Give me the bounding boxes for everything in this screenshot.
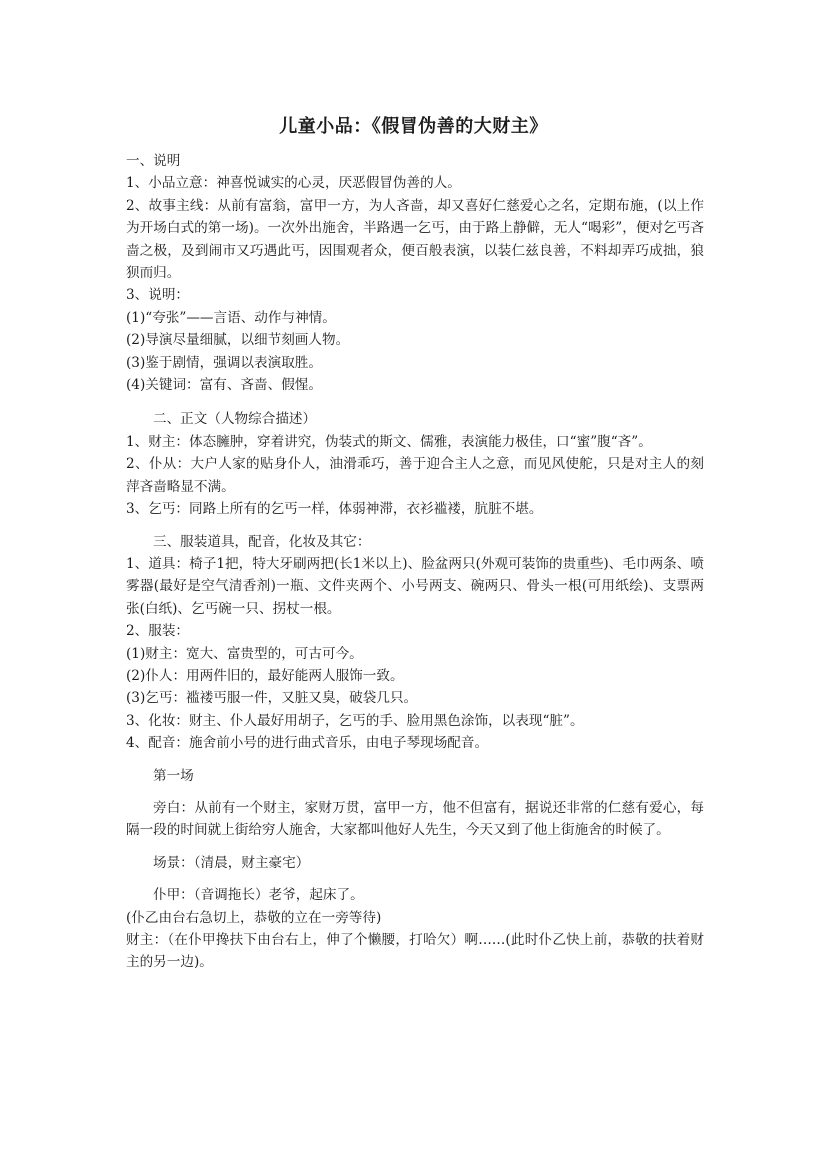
paragraph: 2、故事主线：从前有富翁，富甲一方，为人吝啬，却又喜好仁慈爱心之名，定期布施，(以上作为开场白式的第一场)。一次外出施舍，半路遇一乞丐，由于路上静僻，无人“喝彩”，便对乞丐吝啬之极，及到闹市又巧遇此丐，因围观者众，便百般表演，以装仁兹良善，不料却弄巧成拙，狼狈而归。: [126, 197, 704, 282]
scene-setting: 场景：（清晨，财主豪宅）: [153, 854, 310, 871]
paragraph: 1、小品立意：神喜悦诚实的心灵，厌恶假冒伪善的人。: [126, 175, 461, 192]
dialogue-line: 财主：（在仆甲搀扶下由台右上，伸了个懒腰，打哈欠）啊……(此时仆乙快上前，恭敬的扶着财主的另一边)。: [126, 932, 704, 971]
list-item: (2)导演尽量细腻，以细节刻画人物。: [126, 332, 350, 349]
section-heading: 三、服装道具，配音，化妆及其它：: [153, 533, 371, 550]
paragraph: 2、仆从：大户人家的贴身仆人，油滑乖巧，善于迎合主人之意，而见风使舵，只是对主人的刻萍吝啬略显不满。: [126, 456, 704, 495]
document-body: [126, 150, 704, 974]
section-heading: 一、说明: [126, 153, 181, 169]
dialogue-line: 仆甲：（音调拖长）老爷，起床了。: [153, 887, 364, 904]
paragraph: 2、服装：: [126, 623, 190, 640]
list-item: (4)关键词：富有、吝啬、假惺。: [126, 377, 322, 394]
stage-direction: (仆乙由台右急切上，恭敬的立在一旁等待): [126, 909, 382, 926]
document-title: 儿童小品：《假冒伪善的大财主》: [279, 116, 548, 137]
narration: 旁白：从前有一个财主，家财万贯，富甲一方，他不但富有，据说还非常的仁慈有爱心，每隔一段的时间就上街给穷人施舍，大家都叫他好人先生，今天又到了他上街施舍的时候了。: [126, 799, 704, 839]
list-item: (1)“夸张”——言语、动作与神情。: [126, 309, 336, 326]
section-heading: 二、正文（人物综合描述）: [153, 411, 317, 428]
paragraph: 1、财主：体态臃肿，穿着讲究，伪装式的斯文、儒雅，表演能力极佳，口“蜜”腹“吝”。: [126, 433, 652, 450]
list-item: (3)乞丐：褴褛丐服一件，又脏又臭，破袋几只。: [126, 690, 418, 707]
paragraph: 3、说明：: [126, 287, 190, 304]
list-item: (2)仆人：用两件旧的，最好能两人服饰一致。: [126, 667, 404, 684]
scene-heading: 第一场: [153, 767, 194, 784]
paragraph: 3、化妆：财主、仆人最好用胡子，乞丐的手、脸用黑色涂饰，以表现“脏”。: [126, 712, 584, 729]
paragraph: 3、乞丐：同路上所有的乞丐一样，体弱神滞，衣衫褴褛，肮脏不堪。: [126, 501, 543, 518]
paragraph: 4、配音：施舍前小号的进行曲式音乐，由电子琴现场配音。: [126, 735, 489, 752]
paragraph: 1、道具：椅子1把，特大牙刷两把(长1米以上)、脸盆两只(外观可装饰的贵重些)、毛巾两条、喷雾器(最好是空气清香剂)一瓶、文件夹两个、小号两支、碗两只、骨头一根(可用纸绘)、支票两张(白纸)、乞丐碗一只、拐杖一根。: [126, 555, 704, 617]
list-item: (3)鉴于剧情，强调以表演取胜。: [126, 354, 322, 371]
list-item: (1)财主：宽大、富贵型的，可古可今。: [126, 645, 363, 662]
